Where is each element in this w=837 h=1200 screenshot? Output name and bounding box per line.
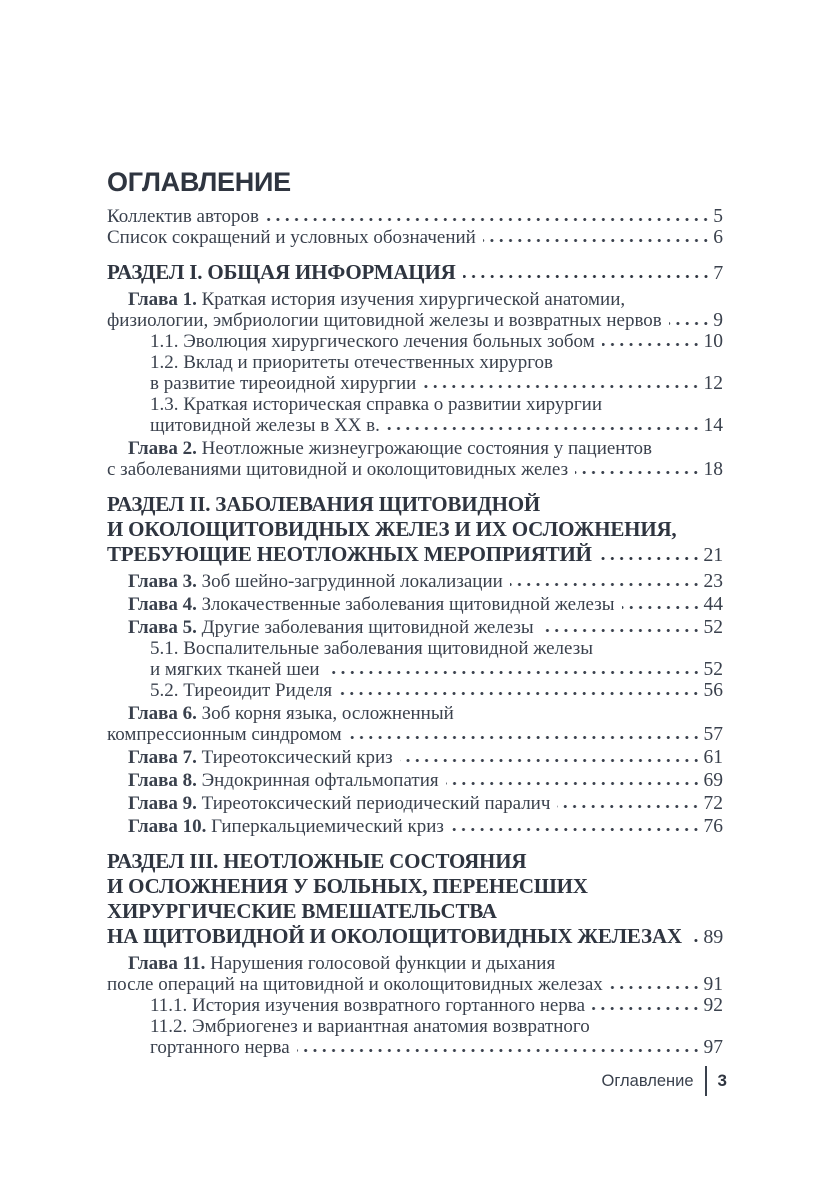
- toc-line: [107, 459, 723, 480]
- toc-line: [107, 373, 723, 394]
- toc-line-text: Глава 11. Нарушения голосовой функции и дыхания: [128, 953, 556, 974]
- toc-line: [107, 206, 723, 227]
- toc-line-text: И ОСЛОЖНЕНИЯ У БОЛЬНЫХ, ПЕРЕНЕСШИХ: [107, 874, 588, 898]
- dot-leader: [483, 238, 710, 243]
- chapter-prefix: Глава 4.: [128, 594, 197, 615]
- toc-entry: [107, 289, 723, 331]
- toc-line: [107, 394, 723, 415]
- toc-line: [107, 1016, 723, 1037]
- toc-line-text: Коллектив авторов: [107, 206, 259, 227]
- page-number: 52: [703, 659, 723, 680]
- toc-line: [107, 1037, 723, 1058]
- dot-leader: [339, 691, 700, 696]
- toc-line-text: в развитие тиреоидной хирургии: [150, 373, 417, 394]
- toc-line-text: Глава 6. Зоб корня языка, осложненный: [128, 703, 454, 724]
- toc-list: [107, 206, 723, 1058]
- toc-line-text: щитовидной железы в XX в.: [150, 415, 380, 436]
- toc-line: [107, 492, 723, 517]
- page-number: 52: [703, 617, 723, 638]
- page-number: 21: [703, 544, 723, 566]
- dot-leader: [446, 781, 701, 786]
- page-number: 91: [703, 974, 723, 995]
- toc-line-text: Глава 4. Злокачественные заболевания щитовидной железы: [128, 594, 615, 615]
- page-footer: [602, 1066, 727, 1096]
- dot-leader: [610, 985, 701, 990]
- toc-entry: [107, 816, 723, 837]
- chapter-prefix: Глава 8.: [128, 770, 197, 791]
- toc-line: [107, 899, 723, 924]
- chapter-prefix: Глава 9.: [128, 793, 197, 814]
- toc-line-text: и мягких тканей шеи: [150, 659, 320, 680]
- toc-line-text: компрессионным синдромом: [107, 724, 342, 745]
- toc-entry: [107, 953, 723, 995]
- toc-entry: [107, 227, 723, 248]
- toc-line-text: И ОКОЛОЩИТОВИДНЫХ ЖЕЛЕЗ И ИХ ОСЛОЖНЕНИЯ,: [107, 517, 677, 541]
- page-number: 5: [713, 206, 723, 227]
- dot-leader: [510, 582, 701, 587]
- dot-leader: [602, 342, 701, 347]
- dot-leader: [266, 217, 710, 222]
- toc-line: [107, 724, 723, 745]
- toc-line-text: РАЗДЕЛ II. ЗАБОЛЕВАНИЯ ЩИТОВИДНОЙ: [107, 492, 541, 516]
- toc-line: [107, 816, 723, 837]
- toc-entry: [107, 438, 723, 480]
- chapter-prefix: Глава 6.: [128, 703, 197, 724]
- dot-leader: [423, 384, 700, 389]
- dot-leader: [592, 1006, 701, 1011]
- toc-line-text: 1.3. Краткая историческая справка о развитии хирургии: [150, 394, 603, 415]
- toc-entry: [107, 849, 723, 950]
- toc-line-text: Глава 2. Неотложные жизнеугрожающие состояния у пациентов: [128, 438, 653, 459]
- toc-line: [107, 747, 723, 768]
- dot-leader: [400, 758, 701, 763]
- toc-content: [107, 169, 723, 1058]
- toc-line: [107, 310, 723, 331]
- toc-entry: [107, 594, 723, 615]
- toc-line: [107, 703, 723, 724]
- toc-line: [107, 924, 723, 950]
- toc-entry: [107, 770, 723, 791]
- dot-leader: [451, 827, 701, 832]
- dot-leader: [297, 1048, 701, 1053]
- dot-leader: [575, 470, 700, 475]
- toc-line-text: ТРЕБУЮЩИЕ НЕОТЛОЖНЫХ МЕРОПРИЯТИЙ: [107, 542, 592, 566]
- page-number: 7: [713, 262, 723, 284]
- toc-line: [107, 542, 723, 568]
- toc-line-text: РАЗДЕЛ I. ОБЩАЯ ИНФОРМАЦИЯ: [107, 260, 456, 284]
- page-number: 61: [703, 747, 723, 768]
- page-number: 56: [703, 680, 723, 701]
- page-number: 92: [703, 995, 723, 1016]
- dot-leader: [327, 670, 701, 675]
- page-number: 18: [703, 459, 723, 480]
- chapter-prefix: Глава 10.: [128, 816, 207, 837]
- dot-leader: [541, 628, 701, 633]
- page-number: 69: [703, 770, 723, 791]
- toc-line-text: Глава 3. Зоб шейно-загрудинной локализации: [128, 571, 503, 592]
- chapter-prefix: Глава 1.: [128, 289, 197, 310]
- footer-divider: [705, 1066, 707, 1096]
- toc-line-text: ХИРУРГИЧЕСКИЕ ВМЕШАТЕЛЬСТВА: [107, 899, 497, 923]
- dot-leader: [689, 938, 701, 943]
- toc-line-text: НА ЩИТОВИДНОЙ И ОКОЛОЩИТОВИДНЫХ ЖЕЛЕЗАХ: [107, 924, 682, 948]
- toc-line: [107, 227, 723, 248]
- toc-line-text: Глава 1. Краткая история изучения хирургической анатомии,: [128, 289, 626, 310]
- toc-line: [107, 770, 723, 791]
- toc-line-text: после операций на щитовидной и околощитовидных железах: [107, 974, 603, 995]
- toc-line-text: физиологии, эмбриологии щитовидной железы и возвратных нервов: [107, 310, 662, 331]
- toc-line: [107, 680, 723, 701]
- toc-line-text: 1.1. Эволюция хирургического лечения больных зобом: [150, 331, 595, 352]
- toc-entry: [107, 747, 723, 768]
- toc-line: [107, 352, 723, 373]
- chapter-prefix: Глава 3.: [128, 571, 197, 592]
- toc-line: [107, 331, 723, 352]
- toc-entry: [107, 995, 723, 1016]
- toc-entry: [107, 352, 723, 394]
- toc-line: [107, 517, 723, 542]
- chapter-prefix: Глава 2.: [128, 438, 197, 459]
- toc-line-text: гортанного нерва: [150, 1037, 290, 1058]
- chapter-prefix: Глава 7.: [128, 747, 197, 768]
- page-number: 10: [703, 331, 723, 352]
- toc-line: [107, 571, 723, 592]
- toc-line: [107, 974, 723, 995]
- toc-line: [107, 415, 723, 436]
- toc-entry: [107, 331, 723, 352]
- page-number: 44: [703, 594, 723, 615]
- toc-entry: [107, 260, 723, 286]
- toc-line: [107, 874, 723, 899]
- dot-leader: [463, 274, 711, 279]
- toc-line-text: Глава 5. Другие заболевания щитовидной железы: [128, 617, 534, 638]
- toc-line: [107, 849, 723, 874]
- page-number: 72: [703, 793, 723, 814]
- footer-page-number: 3: [717, 1071, 727, 1090]
- dot-leader: [387, 426, 701, 431]
- toc-line: [107, 289, 723, 310]
- toc-entry: [107, 703, 723, 745]
- toc-entry: [107, 617, 723, 638]
- page-number: 23: [703, 571, 723, 592]
- toc-line: [107, 659, 723, 680]
- toc-line-text: Глава 8. Эндокринная офтальмопатия: [128, 770, 439, 791]
- toc-line-text: Список сокращений и условных обозначений: [107, 227, 476, 248]
- page-number: 76: [703, 816, 723, 837]
- chapter-prefix: Глава 5.: [128, 617, 197, 638]
- toc-entry: [107, 1016, 723, 1058]
- page-number: 6: [713, 227, 723, 248]
- toc-entry: [107, 638, 723, 680]
- toc-line-text: Глава 7. Тиреотоксический криз: [128, 747, 393, 768]
- toc-line: [107, 793, 723, 814]
- toc-line-text: 11.1. История изучения возвратного гортанного нерва: [150, 995, 585, 1016]
- toc-line: [107, 638, 723, 659]
- toc-line-text: РАЗДЕЛ III. НЕОТЛОЖНЫЕ СОСТОЯНИЯ: [107, 849, 527, 873]
- toc-line-text: 5.1. Воспалительные заболевания щитовидной железы: [150, 638, 593, 659]
- toc-line: [107, 617, 723, 638]
- page-number: 57: [703, 724, 723, 745]
- toc-entry: [107, 206, 723, 227]
- dot-leader: [669, 321, 710, 326]
- toc-line: [107, 594, 723, 615]
- dot-leader: [557, 804, 700, 809]
- page-number: 97: [703, 1037, 723, 1058]
- toc-entry: [107, 394, 723, 436]
- dot-leader: [349, 735, 701, 740]
- toc-entry: [107, 680, 723, 701]
- page-title: ОГЛАВЛЕНИЕ: [107, 167, 291, 197]
- chapter-prefix: Глава 11.: [128, 953, 206, 974]
- toc-line-text: Глава 10. Гиперкальциемический криз: [128, 816, 444, 837]
- toc-line: [107, 995, 723, 1016]
- toc-line: [107, 953, 723, 974]
- toc-entry: [107, 793, 723, 814]
- toc-line-text: с заболеваниями щитовидной и околощитовидных желез: [107, 459, 569, 480]
- toc-entry: [107, 571, 723, 592]
- page-number: 9: [713, 310, 723, 331]
- page-number: 12: [703, 373, 723, 394]
- toc-line-text: 1.2. Вклад и приоритеты отечественных хирургов: [150, 352, 554, 373]
- dot-leader: [599, 556, 701, 561]
- footer-section-label: Оглавление: [601, 1071, 694, 1090]
- toc-line-text: Глава 9. Тиреотоксический периодический паралич: [128, 793, 551, 814]
- toc-line-text: 5.2. Тиреоидит Риделя: [150, 680, 333, 701]
- toc-line-text: 11.2. Эмбриогенез и вариантная анатомия возвратного: [150, 1016, 590, 1037]
- toc-line: [107, 260, 723, 286]
- toc-line: [107, 438, 723, 459]
- dot-leader: [622, 605, 701, 610]
- page-number: 89: [703, 926, 723, 948]
- toc-entry: [107, 492, 723, 568]
- page-number: 14: [703, 415, 723, 436]
